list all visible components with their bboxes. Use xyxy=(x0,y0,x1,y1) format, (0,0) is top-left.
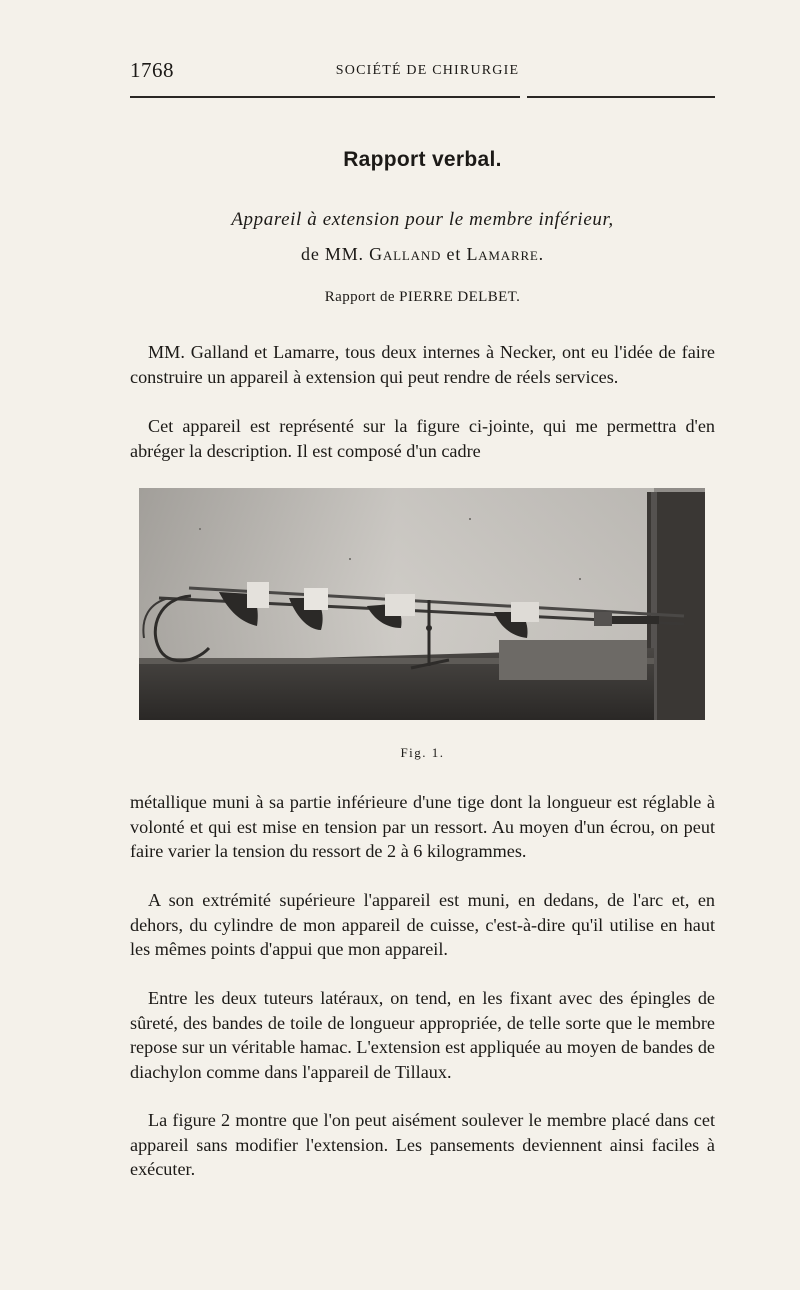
article-subtitle: Appareil à extension pour le membre inférieur, xyxy=(231,209,614,230)
running-title: SOCIÉTÉ DE CHIRURGIE xyxy=(335,63,520,78)
figure-caption: Fig. 1. xyxy=(400,745,445,760)
authors-and: et xyxy=(446,244,462,264)
paragraph-4 xyxy=(130,888,715,962)
paragraph-5-text: Entre les deux tuteurs latéraux, on tend, en les fixant avec des épingles de sûreté, des bandes de toile de longueur appropriée, de telle sorte que le membre repose sur un véritable hamac. L'extension est appliquée au moyen de bandes de diachylon comme dans l'appareil de Tillaux. xyxy=(130,988,715,1082)
article-heading: Rapport verbal. xyxy=(343,148,502,171)
extension-apparatus-photo xyxy=(139,488,705,720)
paragraph-1-text: MM. Galland et Lamarre, tous deux internes à Necker, ont eu l'idée de faire construire un appareil à extension qui peut rendre de réels services. xyxy=(130,342,715,387)
header-rule-left xyxy=(130,96,520,98)
page-number: 1768 xyxy=(130,58,174,82)
author-galland: Galland xyxy=(369,244,442,264)
paragraph-2 xyxy=(130,414,715,463)
running-head xyxy=(130,56,715,86)
paragraph-6 xyxy=(130,1108,715,1182)
reporter-line: Rapport de PIERRE DELBET. xyxy=(324,289,521,305)
authors-prefix: de MM. xyxy=(301,244,364,264)
paragraph-2-text: Cet appareil est représenté sur la figure ci-jointe, qui me permettra d'en abréger la description. Il est composé d'un cadre xyxy=(130,416,715,461)
figure-photograph xyxy=(139,488,705,720)
article-authors xyxy=(130,244,715,265)
paragraph-5 xyxy=(130,986,715,1084)
paragraph-1 xyxy=(130,340,715,389)
author-lamarre: Lamarre. xyxy=(466,244,544,264)
paragraph-6-text: La figure 2 montre que l'on peut aisément soulever le membre placé dans cet appareil sans modifier l'extension. Les pansements deviennent ainsi faciles à exécuter. xyxy=(130,1110,715,1179)
paragraph-3: métallique muni à sa partie inférieure d'une tige dont la longueur est réglable à volonté et qui est mise en tension par un ressort. Au moyen d'un écrou, on peut faire varier la tension du ressort de 2 à 6 kilogrammes. xyxy=(130,792,715,861)
header-rule-right xyxy=(527,96,715,98)
paragraph-4-text: A son extrémité supérieure l'appareil est muni, en dedans, de l'arc et, en dehors, du cylindre de mon appareil de cuisse, c'est-à-dire qu'il utilise en haut les mêmes points d'appui que mon appareil. xyxy=(130,890,715,959)
